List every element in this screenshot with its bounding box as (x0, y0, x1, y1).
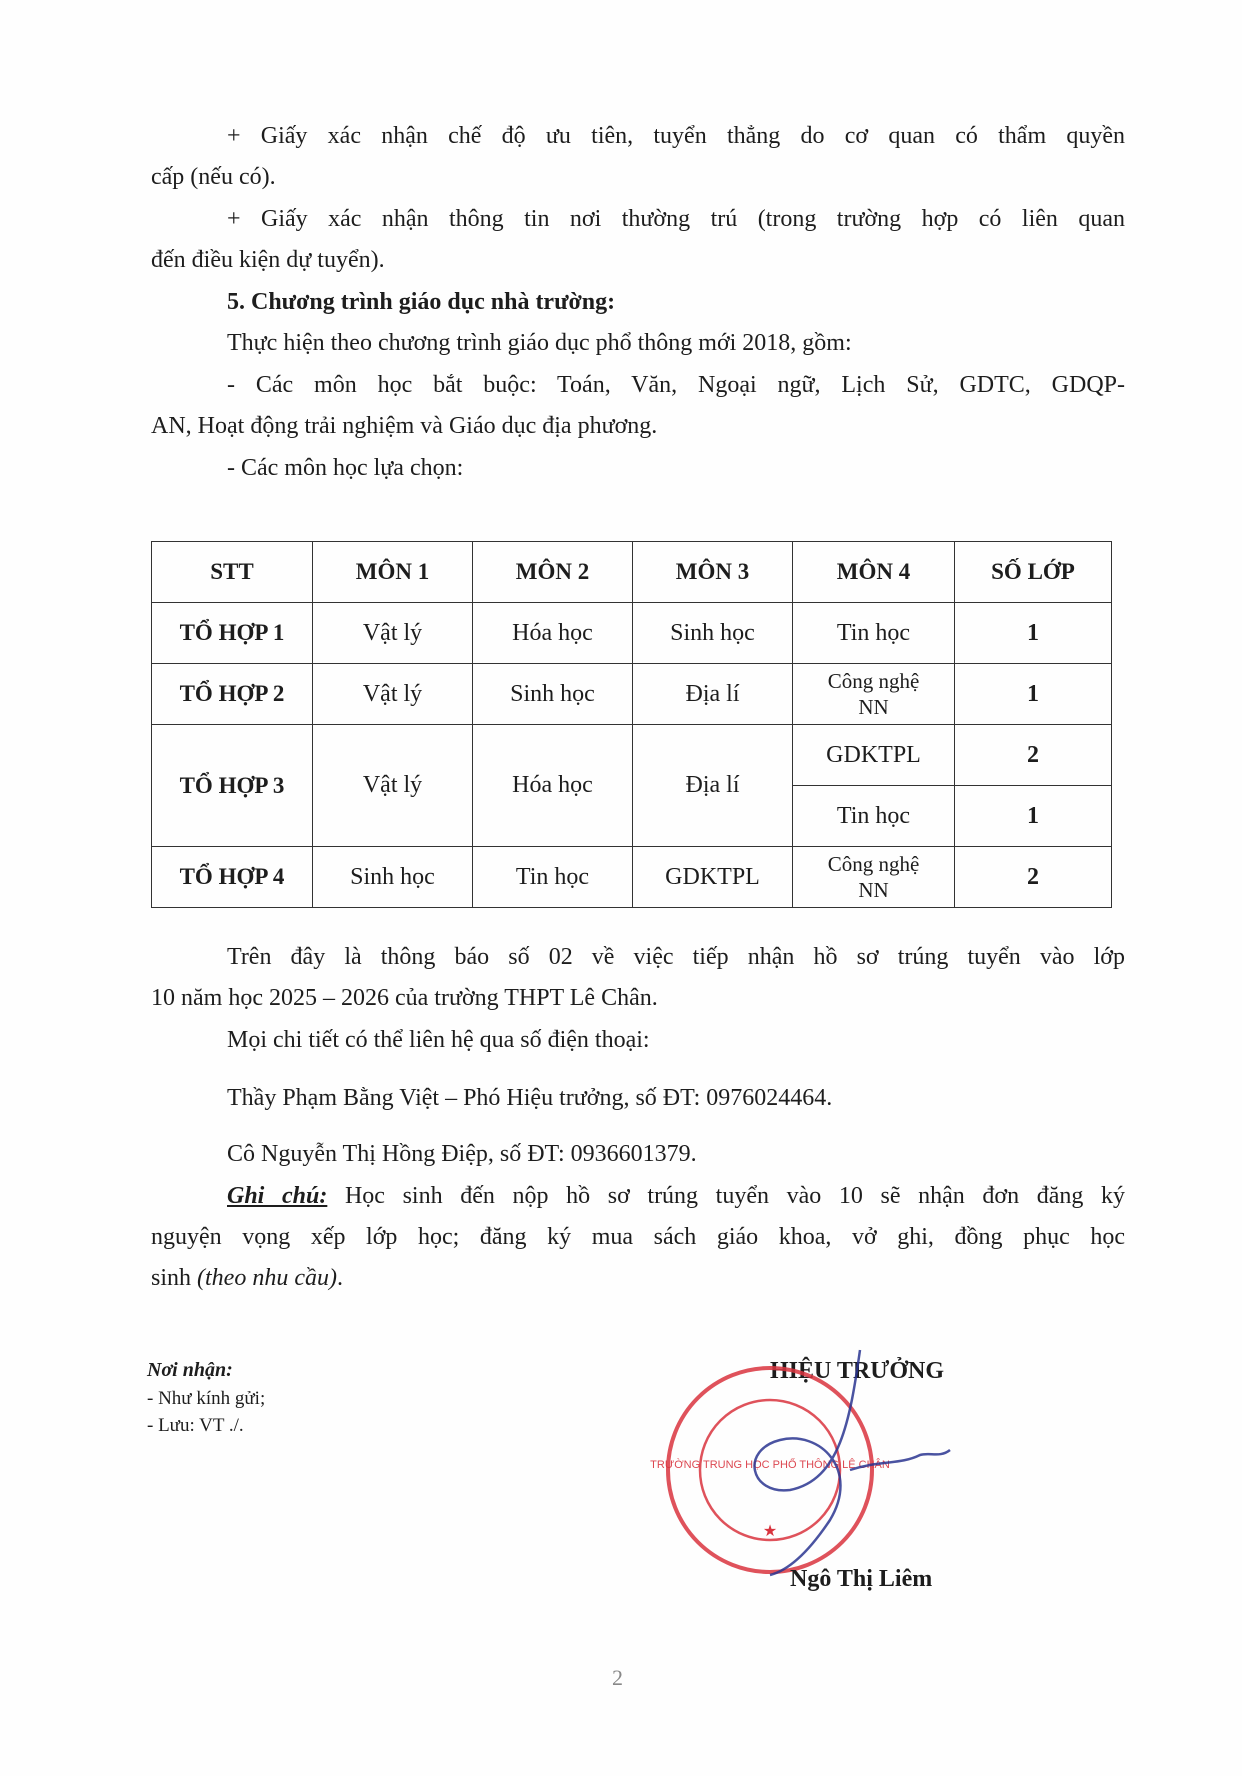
note-line1 (227, 1181, 1125, 1211)
table-header-row (152, 542, 1112, 603)
cell-line: Công nghệ (827, 852, 920, 876)
note-label: Ghi chú: (227, 1183, 328, 1209)
signatory-role: HIỆU TRƯỞNG (770, 1358, 945, 1384)
recipient-item: - Lưu: VT ./. (147, 1415, 244, 1436)
header-mon-4: MÔN 4 (793, 542, 955, 603)
cell-line: NN (858, 695, 889, 719)
table-cell: Vật lý (313, 603, 473, 664)
table-cell: Địa lí (633, 725, 793, 847)
required-subjects-line1: - Các môn học bắt buộc: Toán, Văn, Ngoại ngữ, Lịch Sử, GDTC, GDQP- (227, 372, 1125, 398)
header-mon-2: MÔN 2 (473, 542, 633, 603)
table-cell: 1 (955, 786, 1112, 847)
table-cell: 1 (955, 603, 1112, 664)
table-cell: TỔ HỢP 2 (152, 664, 313, 725)
table-row (152, 725, 1112, 786)
subject-combination-table (151, 541, 1112, 908)
table-cell: Vật lý (313, 664, 473, 725)
cell-line: Công nghệ (827, 669, 920, 693)
table-row (152, 847, 1112, 908)
page-number: 2 (612, 1665, 623, 1690)
required-subjects-line2: AN, Hoạt động trải nghiệm và Giáo dục địa phương. (151, 413, 658, 439)
note-line3 (151, 1263, 343, 1293)
note-text: sinh (151, 1265, 198, 1291)
table-row (152, 603, 1112, 664)
elective-subjects-label: - Các môn học lựa chọn: (227, 455, 464, 481)
table-cell: Hóa học (473, 603, 633, 664)
table-cell: Sinh học (473, 664, 633, 725)
paragraph-priority-line1: + Giấy xác nhận chế độ ưu tiên, tuyển thẳng do cơ quan có thẩm quyền (227, 123, 1125, 149)
table-cell: Địa lí (633, 664, 793, 725)
section-5-title: 5. Chương trình giáo dục nhà trường: (227, 289, 616, 315)
signatory-name: Ngô Thị Liêm (790, 1566, 933, 1592)
note-line2: nguyện vọng xếp lớp học; đăng ký mua sách giáo khoa, vở ghi, đồng phục học (151, 1224, 1125, 1250)
contact-vice-principal: Thầy Phạm Bằng Việt – Phó Hiệu trưởng, số ĐT: 0976024464. (227, 1085, 833, 1111)
table-cell: Tin học (473, 847, 633, 908)
stamp-text: TRƯỜNG TRUNG HỌC PHỔ THÔNG LÊ CHÂN (650, 1459, 890, 1471)
table-cell: 2 (955, 725, 1112, 786)
header-mon-1: MÔN 1 (313, 542, 473, 603)
table-cell: Tin học (793, 603, 955, 664)
table-cell: GDKTPL (633, 847, 793, 908)
cell-line: NN (858, 878, 889, 902)
table-cell: TỔ HỢP 1 (152, 603, 313, 664)
signature-scribble (730, 1340, 990, 1580)
table-cell: Tin học (793, 786, 955, 847)
closing-line1: Trên đây là thông báo số 02 về việc tiếp nhận hồ sơ trúng tuyển vào lớp (227, 944, 1125, 970)
table-cell: TỔ HỢP 4 (152, 847, 313, 908)
recipients-title: Nơi nhận: (147, 1359, 233, 1381)
contact-teacher: Cô Nguyễn Thị Hồng Điệp, số ĐT: 0936601379. (227, 1141, 697, 1167)
header-stt: STT (152, 542, 313, 603)
header-so-lop: SỐ LỚP (955, 542, 1112, 603)
header-mon-3: MÔN 3 (633, 542, 793, 603)
table-cell: GDKTPL (793, 725, 955, 786)
table-cell: Vật lý (313, 725, 473, 847)
paragraph-residence-line2: đến điều kiện dự tuyển). (151, 247, 385, 273)
table-cell: 1 (955, 664, 1112, 725)
table-cell: Sinh học (633, 603, 793, 664)
table-cell: 2 (955, 847, 1112, 908)
note-text: Học sinh đến nộp hồ sơ trúng tuyển vào 10 sẽ nhận đơn đăng ký (344, 1183, 1126, 1209)
table-cell (793, 847, 955, 908)
stamp-star-icon: ★ (762, 1523, 778, 1540)
section-5-intro: Thực hiện theo chương trình giáo dục phổ thông mới 2018, gồm: (227, 330, 852, 356)
closing-line2: 10 năm học 2025 – 2026 của trường THPT Lê Chân. (151, 985, 658, 1011)
note-italic: (theo nhu cầu) (197, 1265, 337, 1291)
contact-intro: Mọi chi tiết có thể liên hệ qua số điện thoại: (227, 1027, 650, 1053)
table-cell: Sinh học (313, 847, 473, 908)
paragraph-priority-line2: cấp (nếu có). (151, 164, 276, 190)
recipient-item: - Như kính gửi; (147, 1388, 266, 1409)
table-cell: Hóa học (473, 725, 633, 847)
table-cell (793, 664, 955, 725)
note-text: . (336, 1265, 343, 1291)
table-cell: TỔ HỢP 3 (152, 725, 313, 847)
paragraph-residence-line1: + Giấy xác nhận thông tin nơi thường trú (trong trường hợp có liên quan (227, 206, 1125, 232)
table-row (152, 664, 1112, 725)
